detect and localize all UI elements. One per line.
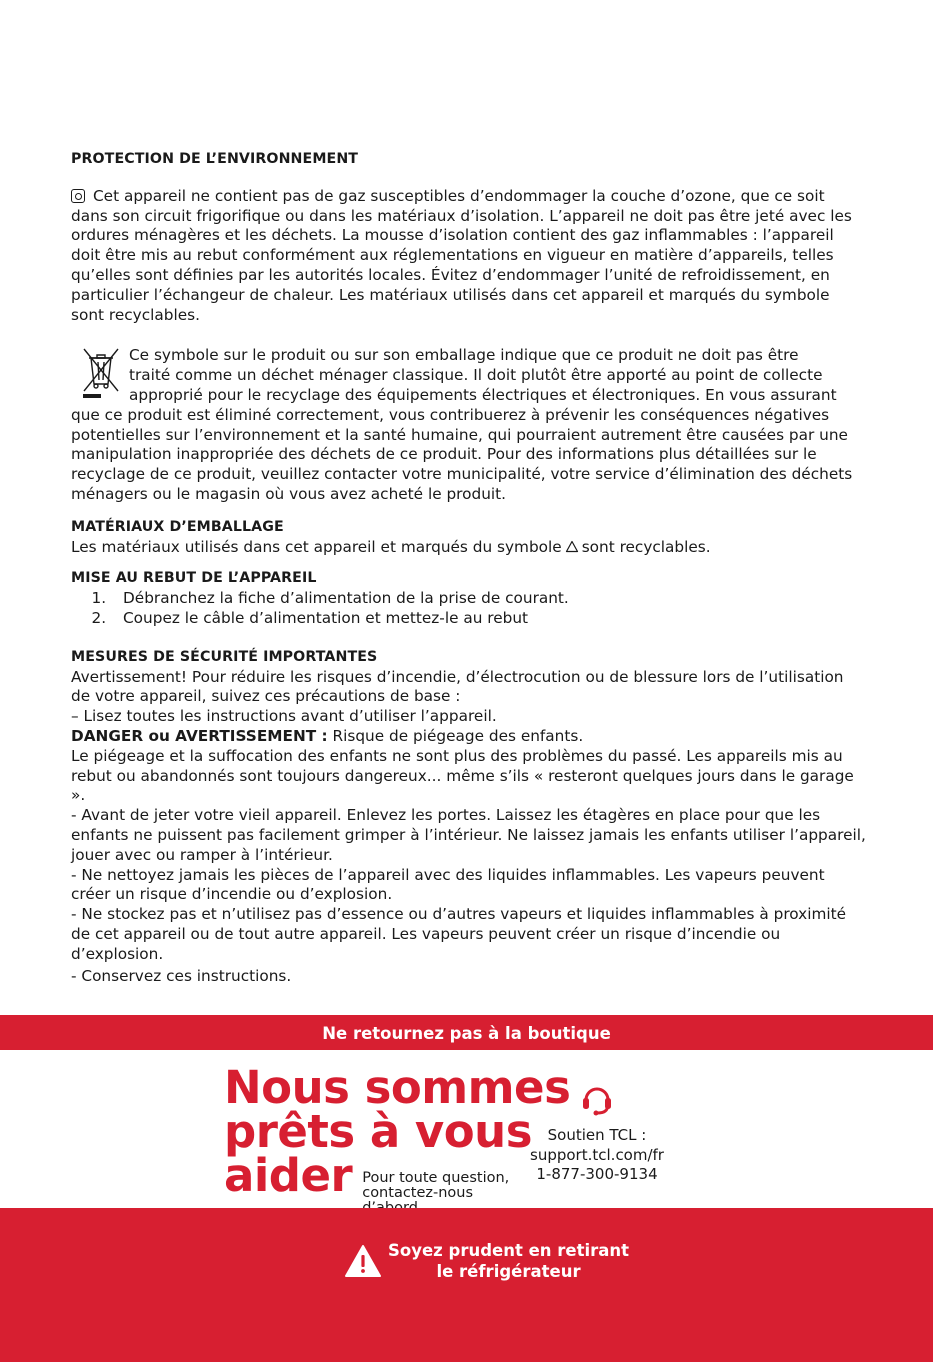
caution-band [0,1208,933,1362]
disposal-step: 2. Coupez le câble d’alimentation et mettez-le au rebut [111,609,866,629]
safety-doors: - Avant de jeter votre vieil appareil. Enlevez les portes. Laissez les étagères en place pour que les enfants ne puissent pas facilement grimper à l’intérieur. Ne laissez jamais les enfants utiliser l’appareil, jouer avec ou ramper à l’intérieur. [71,806,866,864]
weee-line-3: approprié pour le recyclage des équipements électriques et électroniques. En vous assurant [129,385,837,404]
packaging-text-after: sont recyclables. [581,537,711,556]
caution-text [388,1240,629,1282]
weee-line-1: Ce symbole sur le produit ou sur son emballage indique que ce produit ne doit pas être [129,346,799,365]
disposal-step: 1. Débranchez la fiche d’alimentation de la prise de courant. [111,589,866,609]
safety-store: - Ne stockez pas et n’utilisez pas d’essence ou d’autres vapeurs et liquides inflammables à proximité de cet appareil ou de tout autre appareil. Les vapeurs peuvent créer un risque d’incendie ou d’explosion. [71,905,847,963]
caution-line-2: le réfrigérateur [436,1262,581,1281]
warning-icon [344,1244,382,1278]
help-small-2: contactez-nous [362,1185,474,1201]
support-block [522,1080,672,1185]
safety-trap: Le piégeage et la suffocation des enfants ne sont plus des problèmes du passé. Les appareils mis au rebut ou abandonnés sont toujours dangereux... même s’ils « resteront quelques jours dans le garage ». [71,746,854,805]
safety-keep: - Conservez ces instructions. [71,967,292,986]
env-para [71,187,866,326]
help-block [224,1061,571,1216]
support-url[interactable]: support.tcl.com/fr [530,1145,664,1164]
safety-warning: Avertissement! Pour réduire les risques d’incendie, d’électrocution ou de blessure lors de l’utilisation de votre appareil, suivez ces précautions de base : [71,667,844,706]
safety-danger [71,727,866,747]
document-body [71,150,866,987]
return-banner [0,1015,933,1050]
caution-block [344,1240,629,1282]
disposal-steps [71,589,866,629]
return-banner-text: Ne retournez pas à la boutique [322,1024,611,1043]
headset-icon [580,1080,614,1118]
safety-heading: MESURES DE SÉCURITÉ IMPORTANTES [71,648,378,665]
recycle-icon [565,540,579,554]
disposal-heading: MISE AU REBUT DE L’APPAREIL [71,570,317,587]
help-line-1: Nous sommes [224,1061,571,1114]
weee-rest: que ce produit est éliminé correctement, vous contribuerez à prévenir les conséquences négatives potentielles sur l’environnement et la santé humaine, qui pourraient autrement être causées par une manipulation inappropriée des déchets de ce produit. Pour des informations plus détaillées sur le recyclage de ce produit, veuillez contacter votre municipalité, votre service d’élimination des déchets ménagers ou le magasin où vous avez acheté le produit. [71,405,853,503]
help-small-1: Pour toute question, [362,1170,510,1186]
help-line-3: aider [224,1149,353,1202]
safety-read: – Lisez toutes les instructions avant d’utiliser l’appareil. [71,707,497,726]
help-row [224,1149,570,1216]
env-heading: PROTECTION DE L’ENVIRONNEMENT [71,151,359,167]
packaging-text-before: Les matériaux utilisés dans cet appareil et marqués du symbole [71,537,562,556]
packaging-heading: MATÉRIAUX D’EMBALLAGE [71,518,284,535]
caution-line-1: Soyez prudent en retirant [388,1241,630,1260]
support-label: Soutien TCL : [547,1126,647,1144]
support-phone: 1-877-300-9134 [536,1165,658,1183]
safety-clean: - Ne nettoyez jamais les pièces de l’appareil avec des liquides inflammables. Les vapeurs peuvent créer un risque d’incendie ou d’explosion. [71,865,825,904]
danger-text: Risque de piégeage des enfants. [327,726,584,745]
ozone-icon [71,189,85,203]
weee-bin-icon [81,346,121,398]
packaging-text [71,538,866,558]
env-para-text: Cet appareil ne contient pas de gaz susceptibles d’endommager la couche d’ozone, que ce soit dans son circuit frigorifique ou dans les matériaux d’isolation. L’appareil ne doit pas être jeté avec les ordures ménagères et les déchets. La mousse d’isolation contient des gaz inflammables : l’appareil doit être mis au rebut conformément aux réglementations en vigueur en matière d’appareils, telles qu’elles sont définies par les autorités locales. Évitez d’endommager l’unité de refroidissement, en particulier l’échangeur de chaleur. Les matériaux utilisés dans cet appareil et marqués du symbole sont recyclables. [71,186,852,324]
help-line-2: prêts à vous [224,1105,532,1158]
weee-line-2: traité comme un déchet ménager classique. Il doit plutôt être apporté au point de collecte [129,366,823,385]
danger-label: DANGER ou AVERTISSEMENT : [71,726,328,745]
weee-block [71,346,866,504]
